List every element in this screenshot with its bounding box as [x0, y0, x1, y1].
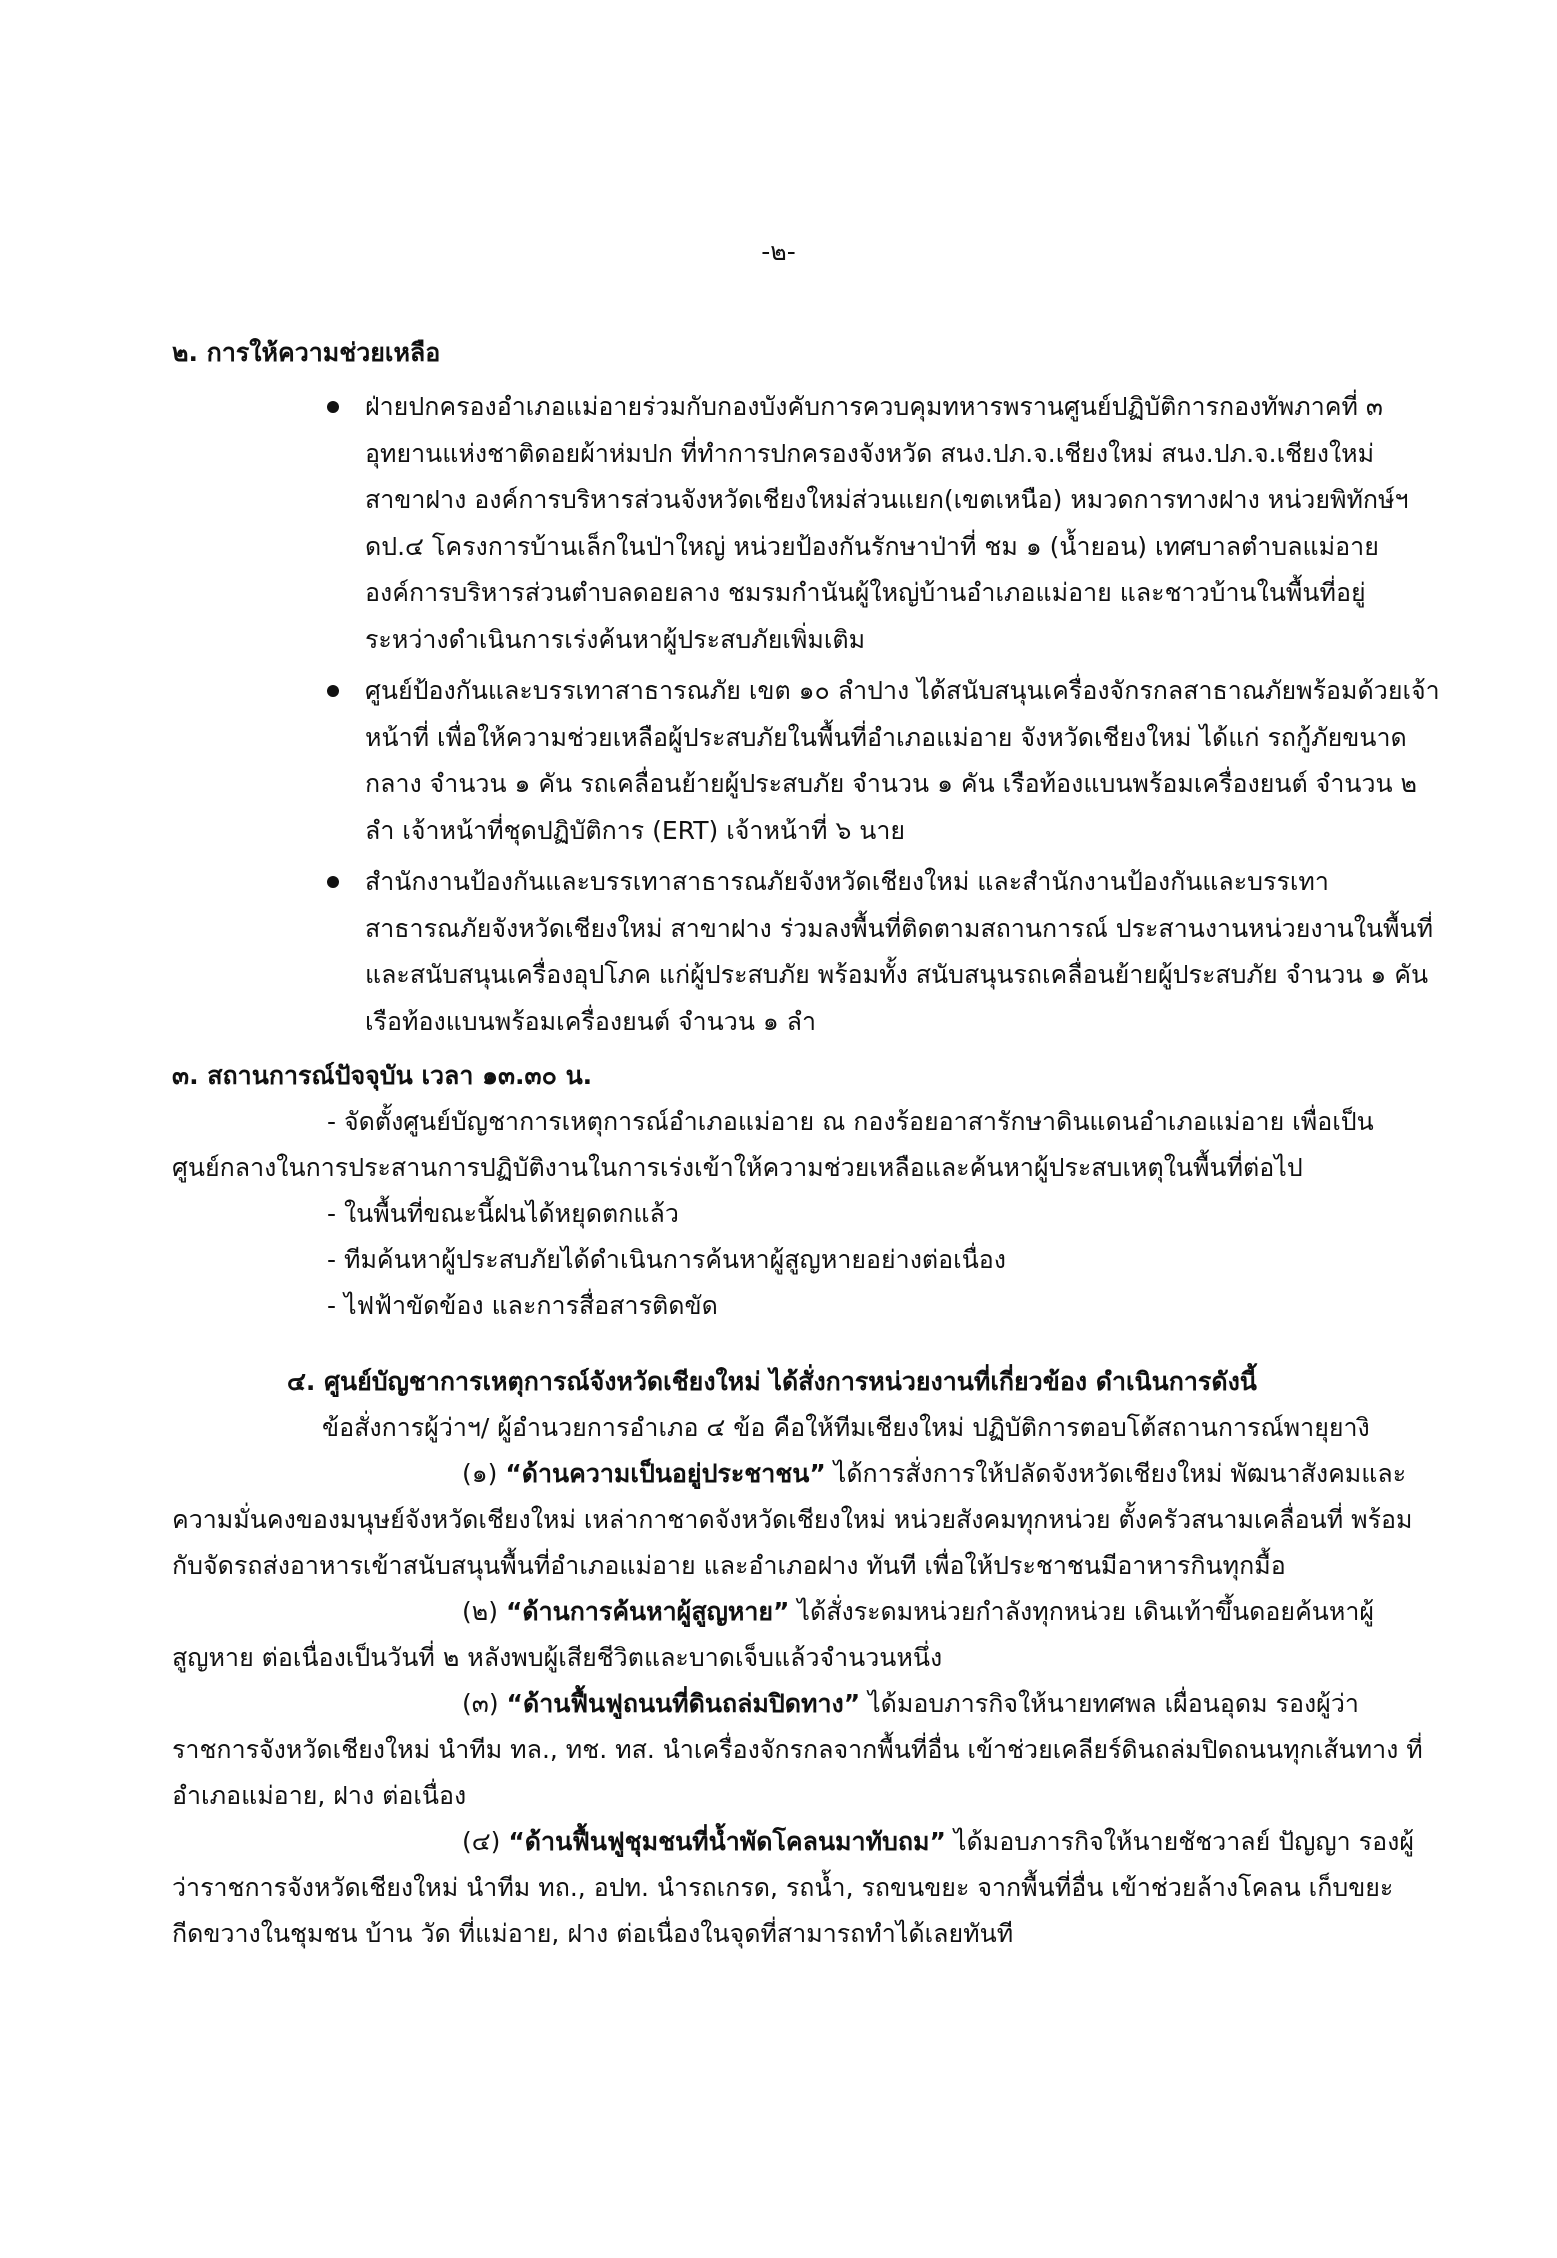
page-number: -๒-	[761, 237, 796, 266]
section-3-heading: ๓. สถานการณ์ปัจจุบัน เวลา ๑๓.๓๐ น.	[172, 1061, 593, 1090]
directive-text: ได้การสั่งการให้ปลัดจังหวัดเชียงใหม่ พัฒนาสังคมและความมั่นคงของมนุษย์จังหวัดเชียงใหม่ เหล่ากาชาดจังหวัดเชียงใหม่ หน่วยสังคมทุกหน่วย ตั้งครัวสนามเคลื่อนที่ พร้อมกับจัดรถส่งอาหารเข้าสนับสนุนพื้นที่อำเภอแม่อาย และอำเภอฝาง ทันที เพื่อให้ประชาชนมีอาหารกินทุกมื้อ	[172, 1459, 1413, 1580]
section-3-line: - ทีมค้นหาผู้ประสบภัยได้ดำเนินการค้นหาผู้สูญหายอย่างต่อเนื่อง	[327, 1245, 1007, 1274]
section-4-heading: ๔. ศูนย์บัญชาการเหตุการณ์จังหวัดเชียงใหม่ ได้สั่งการหน่วยงานที่เกี่ยวข้อง ดำเนินการดังนี้	[287, 1367, 1257, 1396]
directive-title: “ด้านฟื้นฟูชุมชนที่น้ำพัดโคลนมาทับถม”	[508, 1827, 946, 1856]
bullet-icon	[327, 685, 339, 697]
directive-text: ได้มอบภารกิจให้นายทศพล เผื่อนอุดม รองผู้ว่าราชการจังหวัดเชียงใหม่ นำทีม ทล., ทช. ทส. นำเครื่องจักรกลจากพื้นที่อื่น เข้าช่วยเคลียร์ดินถล่มปิดถนนทุกเส้นทาง ที่ อำเภอแม่อาย, ฝาง ต่อเนื่อง	[172, 1689, 1423, 1810]
bullet-text: สำนักงานป้องกันและบรรเทาสาธารณภัยจังหวัดเชียงใหม่ และสำนักงานป้องกันและบรรเทาสาธารณภัยจังหวัดเชียงใหม่ สาขาฝาง ร่วมลงพื้นที่ติดตามสถานการณ์ ประสานงานหน่วยงานในพื้นที่ และสนับสนุนเครื่องอุปโภค แก่ผู้ประสบภัย พร้อมทั้ง สนับสนุนรถเคลื่อนย้ายผู้ประสบภัย จำนวน ๑ คัน เรือท้องแบนพร้อมเครื่องยนต์ จำนวน ๑ ลำ	[365, 867, 1434, 1036]
directive-item	[172, 1451, 1442, 1589]
section-3-paragraph: - จัดตั้งศูนย์บัญชาการเหตุการณ์อำเภอแม่อาย ณ กองร้อยอาสารักษาดินแดนอำเภอแม่อาย เพื่อเป็นศูนย์กลางในการประสานการปฏิบัติงานในการเร่งเข้าให้ความช่วยเหลือและค้นหาผู้ประสบเหตุในพื้นที่ต่อไป	[172, 1107, 1374, 1182]
section-2-heading: ๒. การให้ความช่วยเหลือ	[172, 338, 441, 367]
directive-number: (๑)	[462, 1459, 506, 1488]
document-body	[172, 330, 1442, 1957]
directive-item	[172, 1681, 1442, 1819]
bullet-text: ศูนย์ป้องกันและบรรเทาสาธารณภัย เขต ๑๐ ลำปาง ได้สนับสนุนเครื่องจักรกลสาธาณภัยพร้อมด้วยเจ้าหน้าที่ เพื่อให้ความช่วยเหลือผู้ประสบภัยในพื้นที่อำเภอแม่อาย จังหวัดเชียงใหม่ ได้แก่ รถกู้ภัยขนาดกลาง จำนวน ๑ คัน รถเคลื่อนย้ายผู้ประสบภัย จำนวน ๑ คัน เรือท้องแบนพร้อมเครื่องยนต์ จำนวน ๒ ลำ เจ้าหน้าที่ชุดปฏิบัติการ (ERT) เจ้าหน้าที่ ๖ นาย	[365, 676, 1440, 845]
bullet-item	[172, 384, 1442, 663]
bullet-icon	[327, 876, 339, 888]
directive-title: “ด้านการค้นหาผู้สูญหาย”	[505, 1597, 790, 1626]
bullet-icon	[327, 401, 339, 413]
bullet-text: ฝ่ายปกครองอำเภอแม่อายร่วมกับกองบังคับการควบคุมทหารพรานศูนย์ปฏิบัติการกองทัพภาคที่ ๓ อุทยานแห่งชาติดอยผ้าห่มปก ที่ทำการปกครองจังหวัด สนง.ปภ.จ.เชียงใหม่ สนง.ปภ.จ.เชียงใหม่ สาขาฝาง องค์การบริหารส่วนจังหวัดเชียงใหม่ส่วนแยก(เขตเหนือ) หมวดการทางฝาง หน่วยพิทักษ์ฯ ดป.๔ โครงการบ้านเล็กในป่าใหญ่ หน่วยป้องกันรักษาป่าที่ ชม ๑ (น้ำยอน) เทศบาลตำบลแม่อาย องค์การบริหารส่วนตำบลดอยลาง ชมรมกำนันผู้ใหญ่บ้านอำเภอแม่อาย และชาวบ้านในพื้นที่อยู่ระหว่างดำเนินการเร่งค้นหาผู้ประสบภัยเพิ่มเติม	[365, 392, 1409, 654]
section-4-intro: ข้อสั่งการผู้ว่าฯ/ ผู้อำนวยการอำเภอ ๔ ข้อ คือให้ทีมเชียงใหม่ ปฏิบัติการตอบโต้สถานการณ์พายุยางิ	[322, 1413, 1370, 1442]
directive-item	[172, 1589, 1442, 1681]
directive-number: (๓)	[462, 1689, 507, 1718]
directive-title: “ด้านความเป็นอยู่ประชาชน”	[505, 1459, 826, 1488]
section-3-line: - ไฟฟ้าขัดข้อง และการสื่อสารติดขัด	[327, 1291, 718, 1320]
directive-title: “ด้านฟื้นฟูถนนที่ดินถล่มปิดทาง”	[506, 1689, 861, 1718]
directive-text: ได้สั่งระดมหน่วยกำลังทุกหน่วย เดินเท้าขึ้นดอยค้นหาผู้สูญหาย ต่อเนื่องเป็นวันที่ ๒ หลังพบผู้เสียชีวิตและบาดเจ็บแล้วจำนวนหนึ่ง	[172, 1597, 1375, 1672]
directive-item	[172, 1819, 1442, 1957]
directive-number: (๔)	[462, 1827, 509, 1856]
directive-number: (๒)	[462, 1597, 506, 1626]
bullet-item	[172, 668, 1442, 854]
directive-text: ได้มอบภารกิจให้นายชัชวาลย์ ปัญญา รองผู้ว่าราชการจังหวัดเชียงใหม่ นำทีม ทถ., อปท. นำรถเกรด, รถน้ำ, รถขนขยะ จากพื้นที่อื่น เข้าช่วยล้างโคลน เก็บขยะกีดขวางในชุมชน บ้าน วัด ที่แม่อาย, ฝาง ต่อเนื่องในจุดที่สามารถทำได้เลยทันที	[172, 1827, 1414, 1948]
bullet-item	[172, 859, 1442, 1045]
section-2-bullet-list	[172, 384, 1442, 1045]
section-3-line: - ในพื้นที่ขณะนี้ฝนได้หยุดตกแล้ว	[327, 1199, 679, 1228]
